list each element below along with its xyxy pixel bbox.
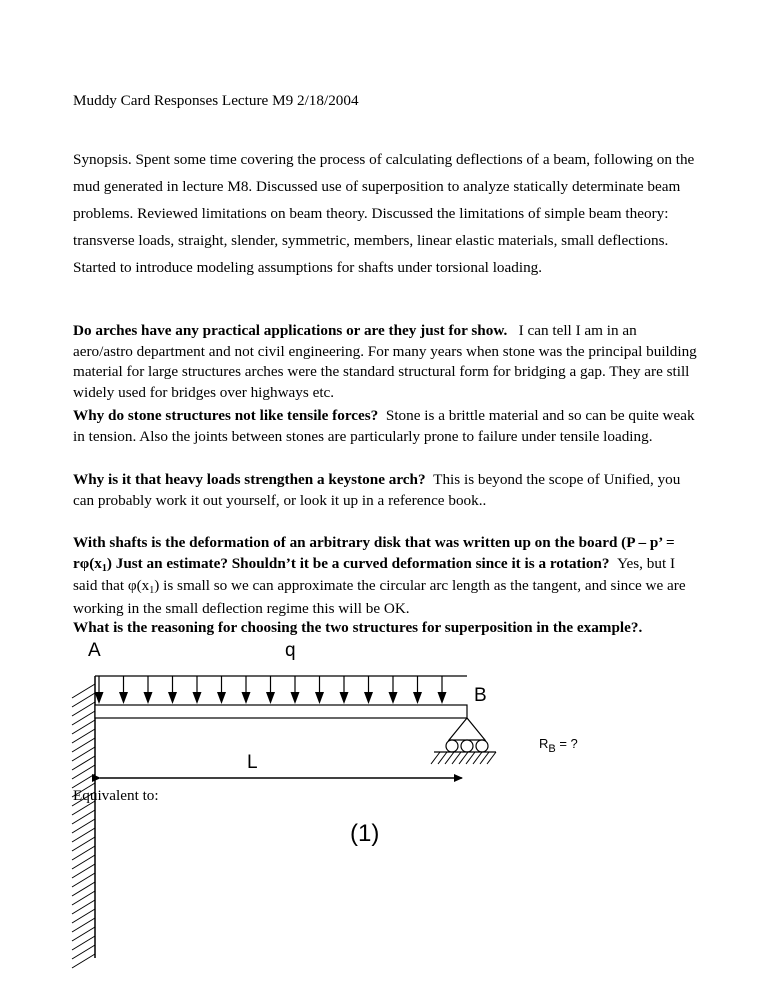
hatch-line bbox=[72, 909, 95, 923]
distributed-load-arrows bbox=[95, 676, 468, 704]
load-arrow bbox=[168, 676, 177, 704]
hatch-line bbox=[72, 747, 95, 761]
hatch-line bbox=[72, 918, 95, 932]
hatch-line bbox=[473, 752, 482, 764]
hatch-line bbox=[487, 752, 496, 764]
reaction-subscript: B bbox=[548, 743, 556, 755]
hatch-line bbox=[72, 927, 95, 941]
hatch-line bbox=[72, 891, 95, 905]
load-arrow bbox=[119, 676, 128, 704]
question-text-part: ) Just an estimate? Shouldn’t it be a curved deformation since it is a rotation? bbox=[106, 554, 610, 572]
hatch-line bbox=[72, 693, 95, 707]
hatch-line bbox=[72, 756, 95, 770]
hatch-line bbox=[72, 882, 95, 896]
reaction-label bbox=[539, 736, 578, 755]
synopsis-paragraph: Synopsis. Spent some time covering the process of calculating deflections of a beam, following on the mud generated in lecture M8. Discussed use of superposition to analyze statically determinate beam problems. Reviewed limitations on beam theory. Discussed the limitations of simple beam theory: transverse loads, straight, slender, symmetric, members, linear elastic materials, small deflections. Started to introduce modeling assumptions for shafts under torsional loading. bbox=[73, 151, 695, 276]
load-arrow bbox=[144, 676, 153, 704]
hatch-line bbox=[72, 819, 95, 833]
label-q: q bbox=[285, 640, 296, 661]
load-arrow bbox=[193, 676, 202, 704]
load-arrow bbox=[438, 676, 447, 704]
hatch-line bbox=[72, 729, 95, 743]
hatch-line bbox=[72, 837, 95, 851]
label-b: B bbox=[474, 685, 487, 706]
hatch-line bbox=[431, 752, 440, 764]
hatch-line bbox=[72, 900, 95, 914]
hatch-line bbox=[72, 828, 95, 842]
reaction-equals: = ? bbox=[555, 736, 578, 751]
answer-text-part: Yes, but I said that φ(x bbox=[73, 554, 676, 594]
hatch-line bbox=[72, 702, 95, 716]
load-arrow bbox=[315, 676, 324, 704]
hatch-line bbox=[72, 846, 95, 860]
roller-support bbox=[431, 718, 496, 764]
answer-text: This is beyond the scope of Unified, you can probably work it out yourself, or look it up in a reference book.. bbox=[73, 471, 681, 509]
subscript: 1 bbox=[149, 585, 155, 596]
question-text: Do arches have any practical applications or are they just for show. bbox=[73, 322, 508, 339]
hatch-line bbox=[452, 752, 461, 764]
hatch-line bbox=[72, 810, 95, 824]
hatch-line bbox=[466, 752, 475, 764]
label-a: A bbox=[88, 640, 101, 661]
answer-text: Stone is a brittle material and so can be quite weak in tension. Also the joints between stones are particularly prone to failure under tensile loading. bbox=[73, 407, 695, 445]
question-text-part: With shafts is the deformation of an arbitrary disk that was written up on the board (P – p’ = rφ(x bbox=[73, 534, 675, 572]
hatch-line bbox=[72, 684, 95, 698]
hatch-line bbox=[72, 945, 95, 959]
load-arrow bbox=[95, 676, 104, 704]
hatch-line bbox=[72, 873, 95, 887]
hatch-line bbox=[72, 936, 95, 950]
load-arrow bbox=[242, 676, 251, 704]
subscript: 1 bbox=[101, 562, 107, 574]
question-text: What is the reasoning for choosing the two structures for superposition in the example?. bbox=[73, 619, 643, 636]
label-l: L bbox=[247, 752, 258, 773]
fixed-wall-support bbox=[72, 676, 95, 968]
hatch-line bbox=[72, 954, 95, 968]
hatch-line bbox=[459, 752, 468, 764]
question-text: Why do stone structures not like tensile forces? bbox=[73, 407, 379, 424]
load-arrow bbox=[217, 676, 226, 704]
hatch-line bbox=[72, 765, 95, 779]
hatch-line bbox=[438, 752, 447, 764]
question-text: Why is it that heavy loads strengthen a keystone arch? bbox=[73, 471, 426, 488]
hatch-line bbox=[72, 711, 95, 725]
diagram-number: (1) bbox=[350, 820, 380, 847]
answer-text: I can tell I am in an aero/astro department and not civil engineering. For many years when stone was the principal building material for large structures arches were the standard structural form for bridging a gap. They are still widely used for bridges over highways etc. bbox=[73, 322, 697, 401]
answer-text-part: ) is small so we can approximate the circular arc length as the tangent, and since we are working in the small deflection regime this will be OK. bbox=[73, 577, 686, 617]
hatch-line bbox=[480, 752, 489, 764]
equivalent-to-label: Equivalent to: bbox=[73, 787, 159, 804]
hatch-line bbox=[72, 774, 95, 788]
page-header: Muddy Card Responses Lecture M9 2/18/2004 bbox=[73, 92, 359, 109]
load-arrow bbox=[413, 676, 422, 704]
reaction-symbol: R bbox=[539, 736, 549, 751]
load-arrow bbox=[340, 676, 349, 704]
hatch-line bbox=[72, 855, 95, 869]
load-arrow bbox=[291, 676, 300, 704]
load-arrow bbox=[364, 676, 373, 704]
hatch-line bbox=[72, 720, 95, 734]
load-arrow bbox=[266, 676, 275, 704]
hatch-line bbox=[445, 752, 454, 764]
load-arrow bbox=[389, 676, 398, 704]
beam bbox=[95, 705, 467, 718]
hatch-line bbox=[72, 864, 95, 878]
hatch-line bbox=[72, 738, 95, 752]
